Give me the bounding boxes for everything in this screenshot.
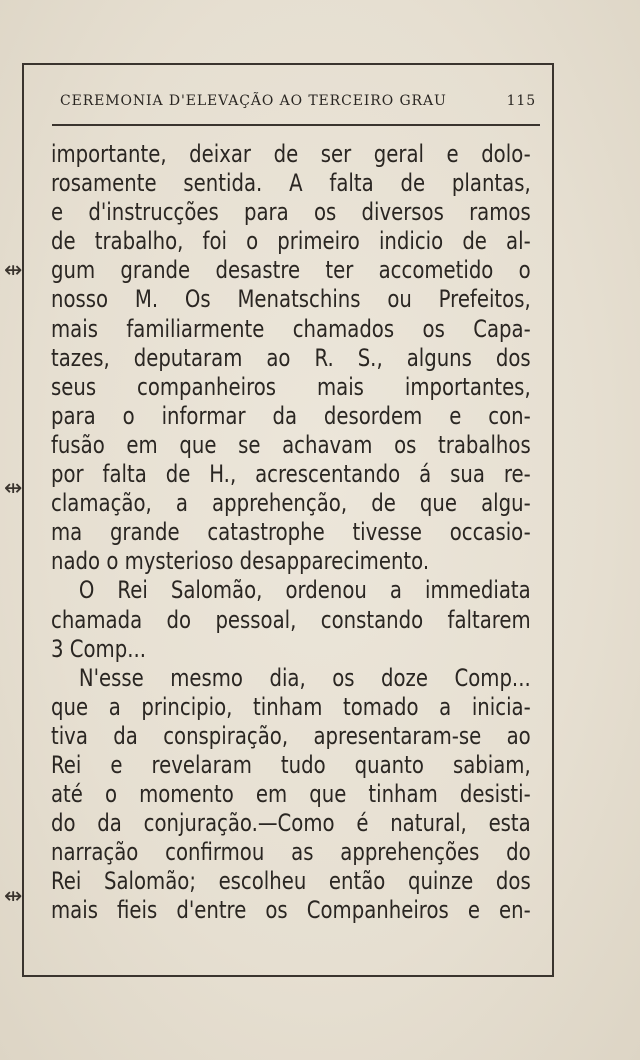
text-line: que a principio, tinham tomado a inicia- — [51, 692, 531, 721]
text-line: tiva da conspiração, apresentaram-se ao — [51, 721, 531, 750]
text-line: 3 Comp... — [51, 634, 146, 663]
running-head — [60, 93, 536, 109]
text-line: mais fieis d'entre os Companheiros e en- — [51, 896, 531, 925]
text-line: Rei e revelaram tudo quanto sabiam, — [51, 750, 531, 779]
text-line: nosso M. Os Menatschins ou Prefeitos, — [51, 285, 531, 314]
body-text — [51, 140, 531, 926]
text-line: até o momento em que tinham desisti- — [51, 780, 531, 809]
text-line: O Rei Salomão, ordenou a immediata — [78, 576, 531, 605]
text-line: mais familiarmente chamados os Capa- — [51, 314, 531, 343]
binding-mark-icon: ⇹ — [4, 258, 23, 283]
text-line: por falta de H., acrescentando á sua re- — [51, 460, 531, 489]
text-line: rosamente sentida. A falta de plantas, — [51, 169, 531, 198]
page-frame-right — [552, 63, 554, 977]
text-line: seus companheiros mais importantes, — [51, 372, 531, 401]
text-line: Rei Salomão; escolheu então quinze dos — [51, 867, 531, 896]
page-number: 115 — [506, 93, 536, 109]
text-line: N'esse mesmo dia, os doze Comp... — [78, 663, 531, 692]
header-rule — [52, 124, 540, 126]
text-line: para o informar da desordem e con- — [51, 401, 531, 430]
text-line: nado o mysterioso desapparecimento. — [51, 547, 430, 576]
text-line: narração confirmou as apprehenções do — [51, 838, 531, 867]
text-line: de trabalho, foi o primeiro indicio de al- — [51, 227, 531, 256]
text-line: gum grande desastre ter accometido o — [51, 256, 531, 285]
page-frame-top — [22, 63, 554, 65]
running-title: CEREMONIA D'ELEVAÇÃO AO TERCEIRO GRAU — [60, 93, 447, 109]
text-line: e d'instrucções para os diversos ramos — [51, 198, 531, 227]
binding-mark-icon: ⇹ — [4, 884, 23, 909]
text-line: do da conjuração.—Como é natural, esta — [51, 809, 531, 838]
text-line: fusão em que se achavam os trabalhos — [51, 430, 531, 459]
text-line: chamada do pessoal, constando faltarem — [51, 605, 531, 634]
page-frame-bottom — [22, 975, 554, 977]
text-line: ma grande catastrophe tivesse occasio- — [51, 518, 531, 547]
page-frame-left — [22, 63, 24, 977]
text-line: tazes, deputaram ao R. S., alguns dos — [51, 343, 531, 372]
binding-mark-icon: ⇹ — [4, 476, 23, 501]
text-line: clamação, a apprehenção, de que algu- — [51, 489, 531, 518]
text-line: importante, deixar de ser geral e dolo- — [51, 140, 531, 168]
